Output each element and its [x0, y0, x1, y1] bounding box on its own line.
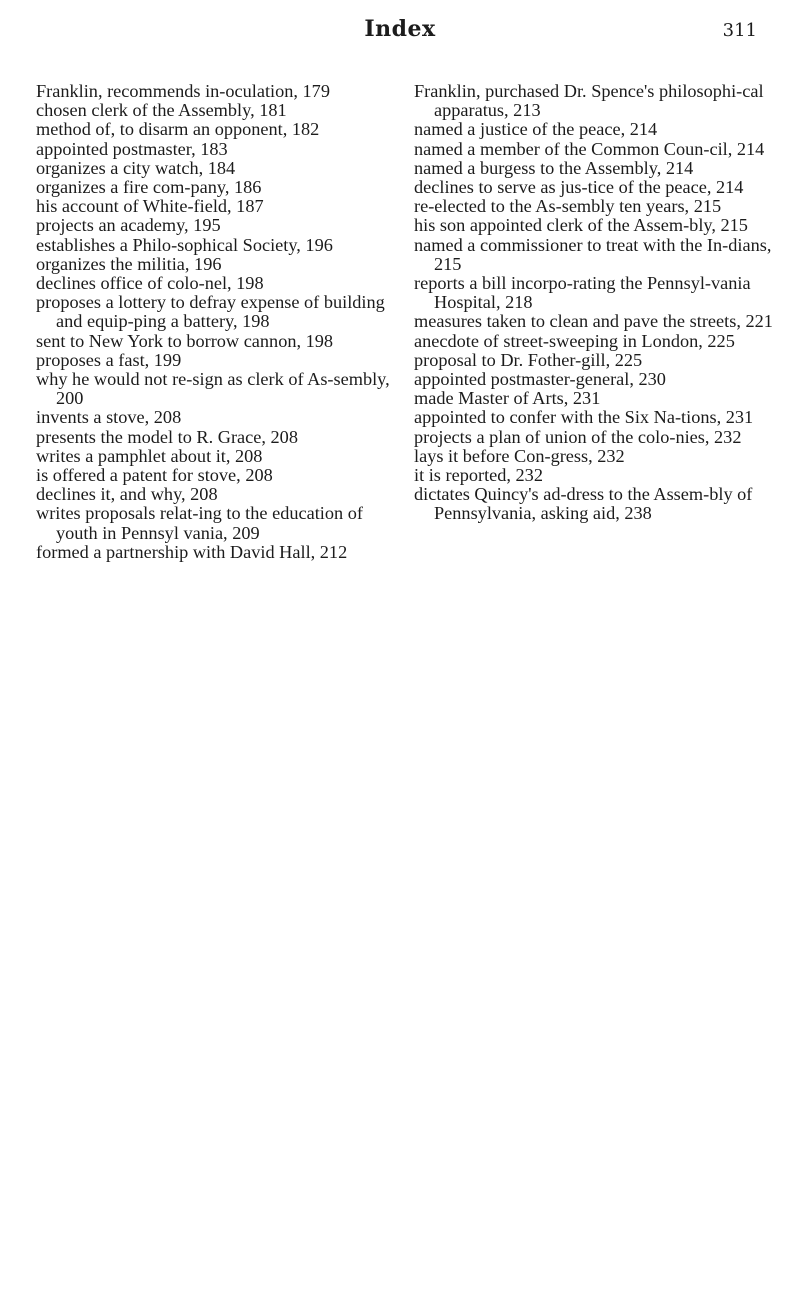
index-subentry: anecdote of street-sweeping in London, 225 [414, 330, 735, 351]
index-subentry: organizes the militia, 196 [36, 253, 222, 274]
index-subentry: named a member of the Common Coun-cil, 214 [414, 138, 765, 159]
index-entry-heading: Franklin, purchased Dr. Spence's philosophi-cal apparatus, 213 [414, 81, 764, 121]
page-number: 311 [722, 20, 757, 41]
index-subentry: proposal to Dr. Fother-gill, 225 [414, 349, 643, 370]
index-subentry: organizes a fire com-pany, 186 [36, 177, 262, 198]
index-entry-heading: Franklin, recommends in-oculation, 179 [36, 81, 330, 101]
index-subentry: dictates Quincy's ad-dress to the Assem-bly of Pennsylvania, asking aid, 238 [414, 484, 753, 524]
index-subentry: chosen clerk of the Assembly, 181 [36, 100, 287, 121]
index-subentry: organizes a city watch, 184 [36, 157, 236, 178]
index-subentry: re-elected to the As-sembly ten years, 215 [414, 196, 722, 217]
index-subentry: is offered a patent for stove, 208 [36, 465, 273, 486]
index-subentry: his account of White-field, 187 [36, 196, 264, 217]
index-subentry: his son appointed clerk of the Assem-bly, 215 [414, 215, 748, 236]
index-subentry: named a justice of the peace, 214 [414, 119, 658, 140]
index-subentry: writes proposals relat-ing to the education of youth in Pennsyl vania, 209 [36, 503, 363, 543]
index-subentry: named a burgess to the Assembly, 214 [414, 157, 694, 178]
index-subentry: writes a pamphlet about it, 208 [36, 445, 263, 466]
index-subentry: formed a partnership with David Hall, 212 [36, 541, 348, 562]
index-subentry: presents the model to R. Grace, 208 [36, 426, 298, 447]
index-subentry: appointed to confer with the Six Na-tions, 231 [414, 407, 754, 428]
index-subentry: reports a bill incorpo-rating the Pennsyl-vania Hospital, 218 [414, 273, 751, 313]
index-subentry: it is reported, 232 [414, 465, 543, 486]
index-subentry: proposes a lottery to defray expense of building and equip-ping a battery, 198 [36, 292, 385, 332]
index-column-left [36, 82, 396, 562]
index-subentry: invents a stove, 208 [36, 407, 182, 428]
index-subentry: projects an academy, 195 [36, 215, 221, 236]
index-subentry: appointed postmaster-general, 230 [414, 369, 666, 390]
index-subentry: declines office of colo-nel, 198 [36, 273, 264, 294]
index-subentry: projects a plan of union of the colo-nies, 232 [414, 426, 742, 447]
running-head: Index [364, 16, 436, 42]
index-subentry: why he would not re-sign as clerk of As-sembly, 200 [36, 369, 390, 409]
index-subentry: proposes a fast, 199 [36, 349, 182, 370]
index-subentry: method of, to disarm an opponent, 182 [36, 119, 320, 140]
index-subentry: establishes a Philo-sophical Society, 196 [36, 234, 333, 255]
index-subentry: declines it, and why, 208 [36, 484, 218, 505]
index-subentry: lays it before Con-gress, 232 [414, 445, 625, 466]
index-subentry: made Master of Arts, 231 [414, 388, 601, 409]
index-subentry: measures taken to clean and pave the streets, 221 [414, 311, 773, 332]
page-header [0, 14, 800, 54]
index-column-right [414, 82, 774, 524]
index-subentry: named a commissioner to treat with the In-dians, 215 [414, 234, 772, 274]
index-subentry: declines to serve as jus-tice of the peace, 214 [414, 177, 744, 198]
index-subentry: sent to New York to borrow cannon, 198 [36, 330, 334, 351]
index-subentry: appointed postmaster, 183 [36, 138, 228, 159]
